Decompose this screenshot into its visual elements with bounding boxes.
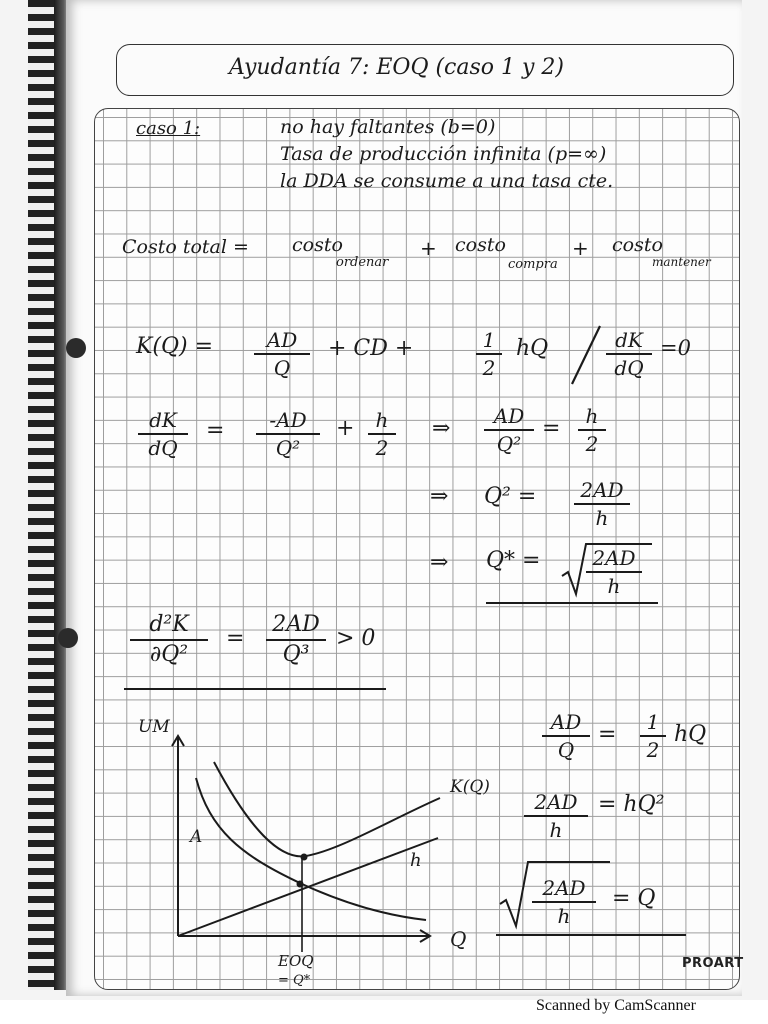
eq1-slash bbox=[566, 322, 606, 388]
notebook-spiral bbox=[28, 0, 54, 990]
punch-hole-top bbox=[66, 338, 86, 358]
eq2-implies: ⇒ bbox=[432, 416, 451, 441]
eq5-underline bbox=[124, 688, 386, 690]
cost-term-3-sub: mantener bbox=[652, 255, 711, 269]
cost-term-2-sub: compra bbox=[508, 257, 558, 272]
side-eq3-fraction: 2AD h bbox=[532, 878, 596, 926]
title-box bbox=[116, 44, 734, 96]
eq2-equals: = bbox=[206, 418, 225, 443]
eq5-positive: > 0 bbox=[336, 626, 376, 651]
scanner-footer: Scanned by CamScanner bbox=[536, 997, 696, 1014]
eq5-fraction: 2AD Q³ bbox=[266, 614, 326, 666]
eq1-equals-zero: =0 bbox=[660, 336, 691, 360]
page-title: Ayudantía 7: EOQ (caso 1 y 2) bbox=[229, 55, 565, 80]
eq3-lhs: Q² = bbox=[484, 484, 537, 509]
eq1-holding-term: hQ bbox=[516, 336, 549, 361]
eq5-equals: = bbox=[226, 626, 245, 651]
eq2-lhs-derivative: dK dQ bbox=[138, 410, 188, 458]
side-eq1-lhs: AD Q bbox=[542, 712, 590, 760]
eq1-fraction-half: 1 2 bbox=[476, 330, 502, 378]
side-eq3-underline bbox=[496, 934, 686, 936]
point-minimum-total bbox=[301, 854, 308, 861]
label-eoq: EOQ bbox=[278, 952, 314, 970]
eq5-second-derivative: d²K ∂Q² bbox=[130, 614, 208, 666]
condition-3: la DDA se consume a una tasa cte. bbox=[280, 170, 614, 192]
side-eq2-rhs: = hQ² bbox=[598, 792, 665, 817]
chart-ylabel: UM bbox=[138, 717, 170, 737]
side-eq3-rhs: = Q bbox=[612, 886, 656, 911]
eq4-underline bbox=[486, 602, 658, 604]
series-line-total-cost bbox=[214, 762, 440, 856]
eq4-lhs: Q* = bbox=[486, 548, 541, 573]
condition-2: Tasa de producción infinita (p=∞) bbox=[280, 143, 607, 165]
cost-term-1: costo bbox=[292, 234, 343, 256]
eq3-fraction: 2AD h bbox=[574, 480, 630, 528]
eq2-fraction-1: -AD Q² bbox=[256, 410, 320, 458]
eq4-fraction: 2AD h bbox=[586, 548, 642, 596]
eoq-cost-chart bbox=[120, 717, 490, 990]
eq3-implies: ⇒ bbox=[430, 484, 449, 509]
eq2-result-lhs: AD Q² bbox=[484, 406, 534, 454]
plus-2: + bbox=[572, 236, 589, 260]
eq2-plus: + bbox=[336, 416, 355, 441]
condition-1: no hay faltantes (b=0) bbox=[280, 116, 496, 138]
label-holding-cost: h bbox=[410, 850, 422, 871]
notebook-brand-logo: PROART bbox=[682, 956, 744, 971]
eq2-result-rhs: h 2 bbox=[578, 406, 606, 454]
eq4-implies: ⇒ bbox=[430, 550, 449, 575]
eq1-lhs: K(Q) = bbox=[136, 334, 214, 359]
label-total-cost: K(Q) bbox=[450, 777, 490, 797]
eq2-result-equals: = bbox=[542, 416, 561, 441]
cost-term-1-sub: ordenar bbox=[336, 255, 389, 270]
cost-term-3: costo bbox=[612, 234, 663, 256]
label-ordering-cost: A bbox=[190, 827, 203, 847]
cost-term-2: costo bbox=[455, 234, 506, 256]
case-label: caso 1: bbox=[136, 118, 201, 139]
eq1-fraction-1: AD Q bbox=[254, 330, 310, 378]
eq1-derivative: dK dQ bbox=[606, 330, 652, 378]
series-line-ordering-cost bbox=[196, 778, 426, 920]
chart-xlabel: Q bbox=[450, 927, 467, 951]
label-eoq-q-star: = Q* bbox=[278, 973, 311, 988]
side-eq1-holding: hQ bbox=[674, 722, 707, 747]
plus-1: + bbox=[420, 236, 437, 260]
cost-total-label: Costo total = bbox=[122, 236, 249, 258]
side-eq1-equals: = bbox=[598, 722, 617, 747]
side-eq1-half: 1 2 bbox=[640, 712, 666, 760]
eq1-middle-terms: + CD + bbox=[328, 336, 414, 361]
point-intersection bbox=[297, 881, 304, 888]
side-eq2-lhs: 2AD h bbox=[524, 792, 588, 840]
punch-hole-bottom bbox=[58, 628, 78, 648]
eq2-fraction-2: h 2 bbox=[368, 410, 396, 458]
